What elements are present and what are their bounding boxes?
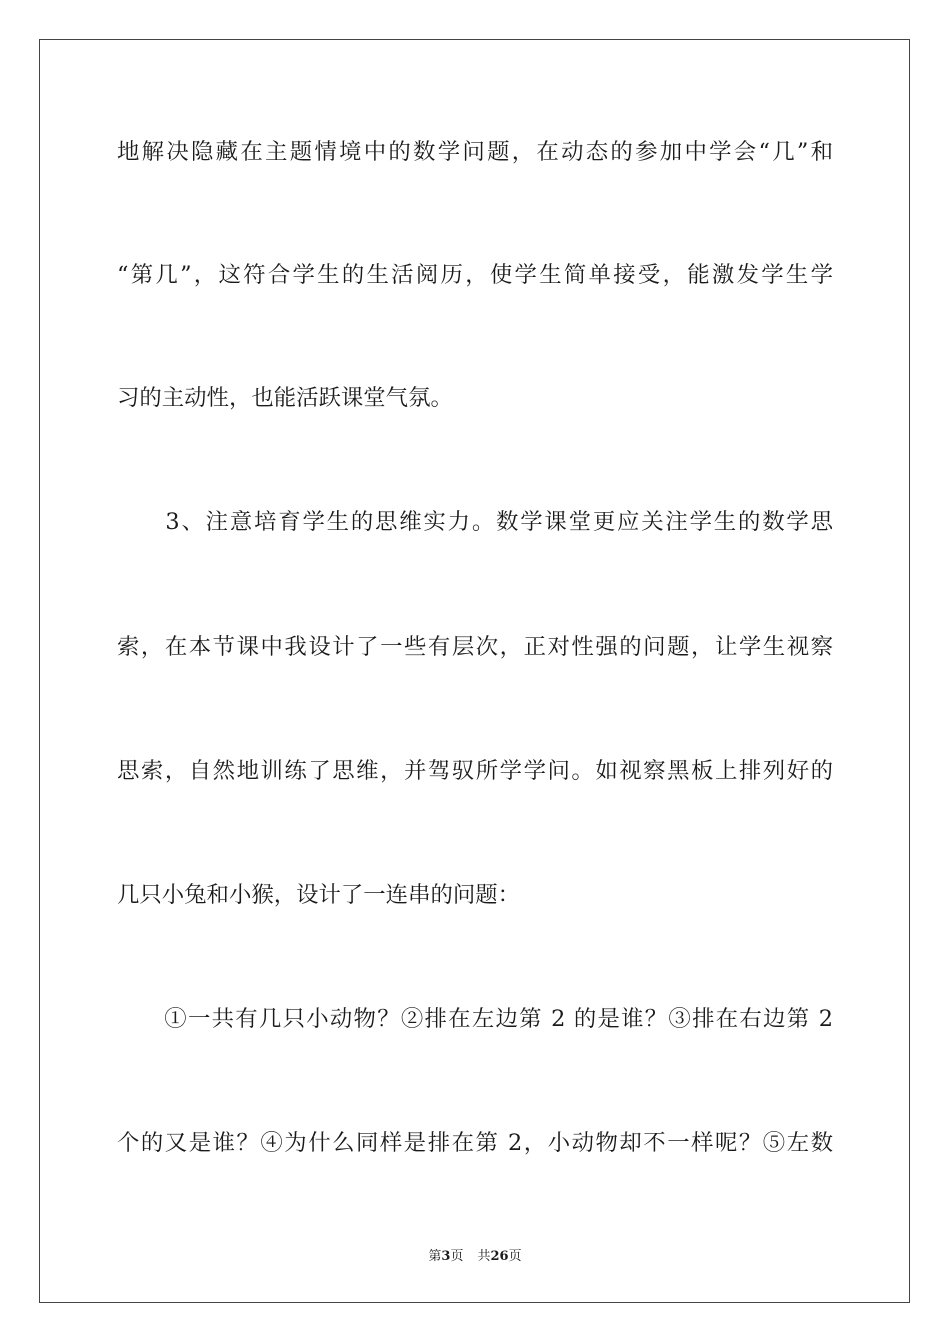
paragraph-line: 几只小兔和小猴，设计了一连串的问题： <box>117 882 521 908</box>
paragraph-line: 索，在本节课中我设计了一些有层次，正对性强的问题，让学生视察 <box>117 634 833 660</box>
current-page-number: 3 <box>441 1249 451 1264</box>
paragraph-line: 思索，自然地训练了思维，并驾驭所学学问。如视察黑板上排列好的 <box>117 758 833 784</box>
paragraph-line: ①一共有几只小动物？②排在左边第 2 的是谁？③排在右边第 2 <box>117 1006 833 1032</box>
page-prefix: 第 <box>428 1249 442 1264</box>
total-suffix: 页 <box>508 1249 522 1264</box>
paragraph-line: 地解决隐藏在主题情境中的数学问题，在动态的参加中学会“几”和 <box>117 139 833 165</box>
total-page-number: 26 <box>490 1249 509 1264</box>
paragraph-line: “第几”，这符合学生的生活阅历，使学生简单接受，能激发学生学 <box>117 262 833 288</box>
total-prefix: 共 <box>477 1249 491 1264</box>
page-border <box>39 39 910 1303</box>
page-footer <box>0 1248 950 1266</box>
paragraph-line: 习的主动性，也能活跃课堂气氛。 <box>117 385 453 411</box>
paragraph-line: 个的又是谁？④为什么同样是排在第 2，小动物却不一样呢？⑤左数 <box>117 1130 833 1156</box>
page-suffix: 页 <box>450 1249 464 1264</box>
paragraph-line: 3、注意培育学生的思维实力。数学课堂更应关注学生的数学思 <box>117 509 833 535</box>
